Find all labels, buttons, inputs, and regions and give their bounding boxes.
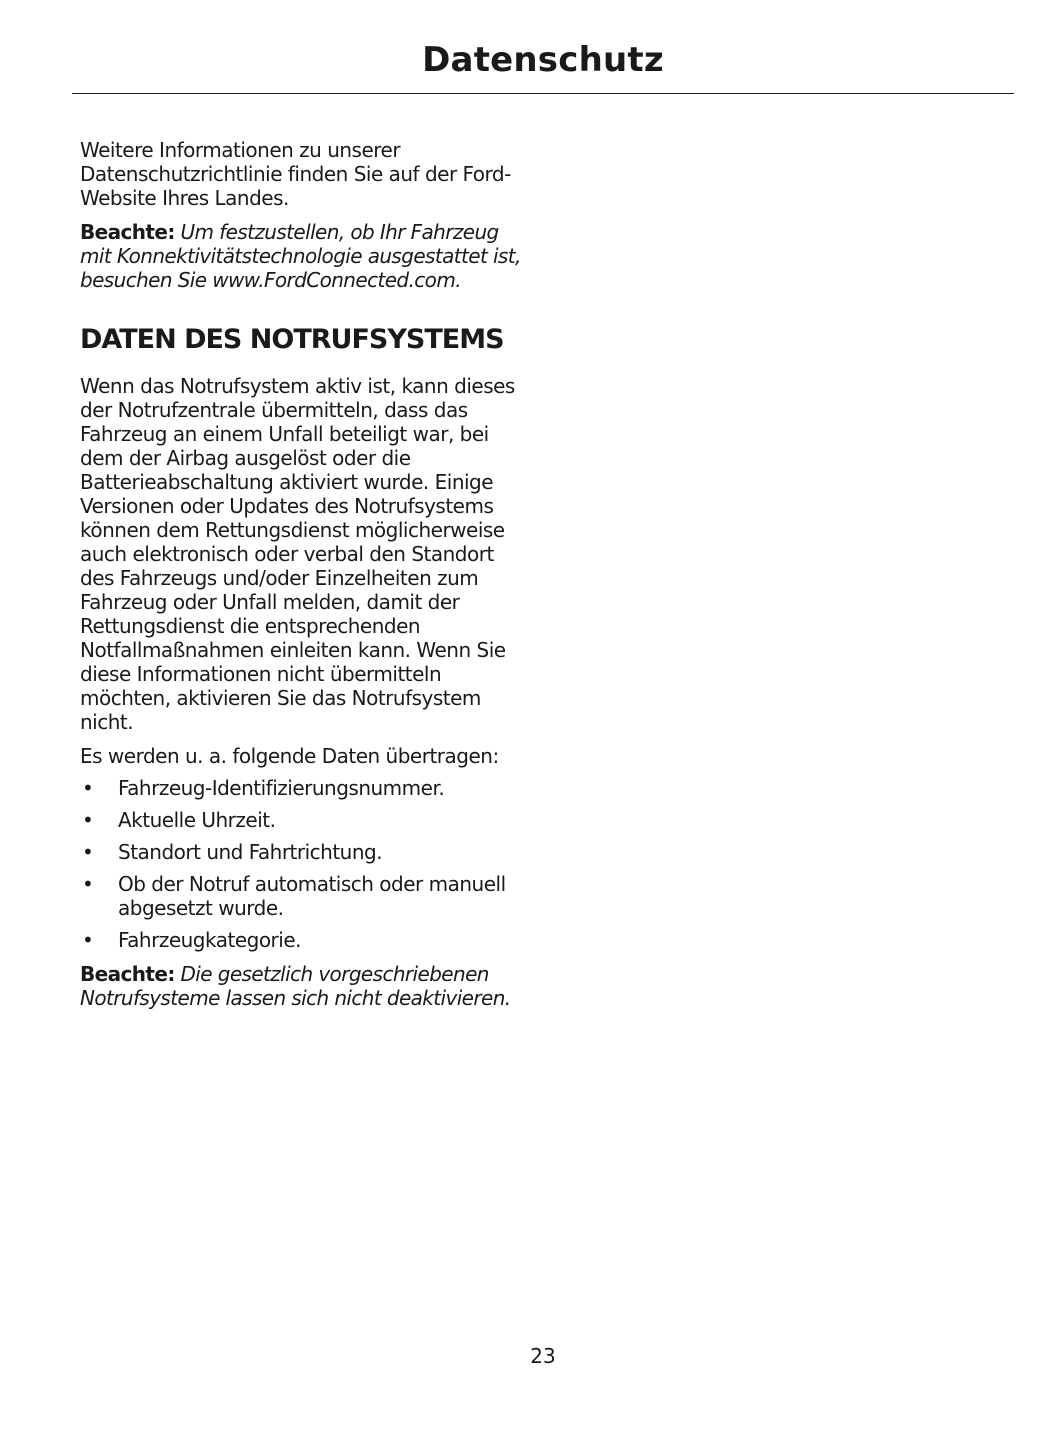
list-item-text: Ob der Notruf automatisch oder manuell abgesetzt wurde. [118,872,506,920]
list-item-text: Fahrzeugkategorie. [118,928,302,952]
bullet-icon: • [82,776,94,800]
note-label: Beachte: [80,220,175,244]
list-intro: Es werden u. a. folgende Daten übertragen: [80,744,499,768]
note-text: Die gesetzlich vorgeschriebenen Notrufsysteme lassen sich nicht deaktivieren. [80,962,511,1010]
page-number: 23 [530,1344,556,1368]
list-item [80,928,530,952]
note-label: Beachte: [80,962,175,986]
intro-note [80,220,530,292]
page-title: Datenschutz [422,40,664,80]
page-header [72,0,1014,94]
section-note [80,962,530,1010]
bullet-icon: • [82,872,94,896]
data-list [80,776,530,952]
list-item [80,776,530,800]
main-column [80,138,530,1010]
bullet-icon: • [82,840,94,864]
intro-paragraph: Weitere Informationen zu unserer Datenschutzrichtlinie finden Sie auf der Ford-Website Ihres Landes. [80,138,511,210]
list-item [80,872,530,920]
section-paragraph: Wenn das Notrufsystem aktiv ist, kann dieses der Notrufzentrale übermitteln, dass das Fahrzeug an einem Unfall beteiligt war, bei dem der Airbag ausgelöst oder die Batterieabschaltung aktiviert wurde. Einige Versionen oder Updates des Notrufsystems können dem Rettungsdienst möglicherweise auch elektronisch oder verbal den Standort des Fahrzeugs und/oder Einzelheiten zum Fahrzeug oder Unfall melden, damit der Rettungsdienst die entsprechenden Notfallmaßnahmen einleiten kann. Wenn Sie diese Informationen nicht übermitteln möchten, aktivieren Sie das Notrufsystem nicht. [80,374,515,734]
list-item-text: Fahrzeug-Identifizierungsnummer. [118,776,445,800]
list-item-text: Standort und Fahrtrichtung. [118,840,383,864]
list-item-text: Aktuelle Uhrzeit. [118,808,276,832]
bullet-icon: • [82,808,94,832]
bullet-icon: • [82,928,94,952]
list-item [80,840,530,864]
list-item [80,808,530,832]
section-heading: DATEN DES NOTRUFSYSTEMS [80,324,504,355]
note-text: Um festzustellen, ob Ihr Fahrzeug mit Konnektivitätstechnologie ausgestattet ist, besuchen Sie www.FordConnected.com. [80,220,521,292]
